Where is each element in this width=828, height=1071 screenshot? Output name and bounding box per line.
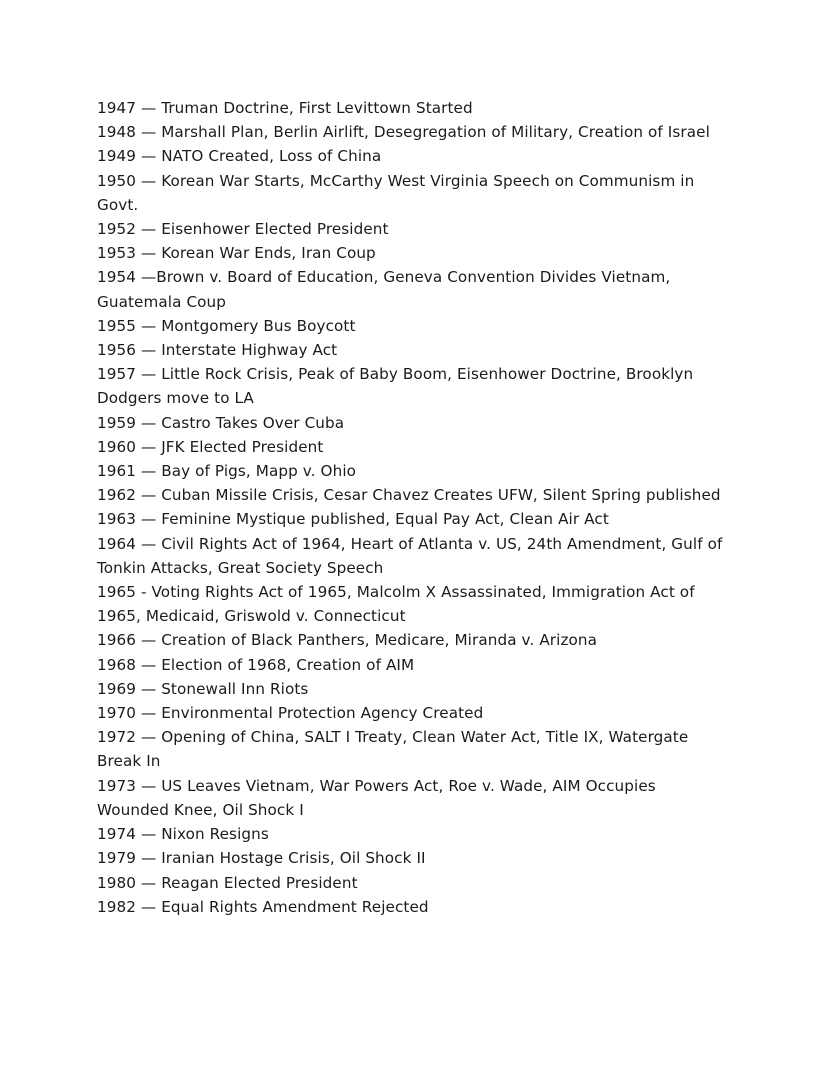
timeline-entry: 1954 —Brown v. Board of Education, Geneva Convention Divides Vietnam, Guatemala Coup	[97, 268, 671, 311]
timeline-entry: 1959 — Castro Takes Over Cuba	[97, 413, 345, 432]
timeline-list	[97, 96, 725, 919]
timeline-entry: 1980 — Reagan Elected President	[97, 873, 358, 892]
timeline-entry: 1950 — Korean War Starts, McCarthy West Virginia Speech on Communism in Govt.	[97, 171, 695, 214]
timeline-entry: 1949 — NATO Created, Loss of China	[97, 147, 382, 166]
timeline-entry: 1963 — Feminine Mystique published, Equal Pay Act, Clean Air Act	[97, 510, 609, 529]
timeline-entry: 1947 — Truman Doctrine, First Levittown Started	[97, 99, 473, 117]
timeline-entry: 1955 — Montgomery Bus Boycott	[97, 316, 356, 335]
timeline-entry: 1953 — Korean War Ends, Iran Coup	[97, 244, 376, 263]
timeline-entry: 1969 — Stonewall Inn Riots	[97, 679, 309, 698]
timeline-entry: 1957 — Little Rock Crisis, Peak of Baby Boom, Eisenhower Doctrine, Brooklyn Dodgers move to LA	[97, 365, 694, 408]
timeline-entry: 1962 — Cuban Missile Crisis, Cesar Chavez Creates UFW, Silent Spring published	[97, 486, 721, 505]
timeline-entry: 1974 — Nixon Resigns	[97, 825, 269, 844]
timeline-entry: 1970 — Environmental Protection Agency Created	[97, 704, 484, 723]
timeline-entry: 1972 — Opening of China, SALT I Treaty, Clean Water Act, Title IX, Watergate Break In	[97, 728, 689, 771]
timeline-entry: 1965 - Voting Rights Act of 1965, Malcolm X Assassinated, Immigration Act of 1965, Medicaid, Griswold v. Connecticut	[97, 583, 695, 626]
timeline-entry: 1960 — JFK Elected President	[97, 437, 324, 456]
timeline-entry: 1961 — Bay of Pigs, Mapp v. Ohio	[97, 462, 357, 481]
timeline-entry: 1966 — Creation of Black Panthers, Medicare, Miranda v. Arizona	[97, 631, 598, 650]
timeline-entry: 1979 — Iranian Hostage Crisis, Oil Shock II	[97, 849, 426, 868]
timeline-entry: 1982 — Equal Rights Amendment Rejected	[97, 897, 429, 916]
timeline-entry: 1964 — Civil Rights Act of 1964, Heart of Atlanta v. US, 24th Amendment, Gulf of Tonkin Attacks, Great Society Speech	[97, 534, 723, 577]
timeline-entry: 1948 — Marshall Plan, Berlin Airlift, Desegregation of Military, Creation of Israel	[97, 123, 710, 142]
timeline-entry: 1968 — Election of 1968, Creation of AIM	[97, 655, 415, 674]
timeline-entry: 1956 — Interstate Highway Act	[97, 341, 338, 360]
timeline-entry: 1973 — US Leaves Vietnam, War Powers Act, Roe v. Wade, AIM Occupies Wounded Knee, Oil Shock I	[97, 776, 656, 819]
timeline-entry: 1952 — Eisenhower Elected President	[97, 220, 389, 239]
